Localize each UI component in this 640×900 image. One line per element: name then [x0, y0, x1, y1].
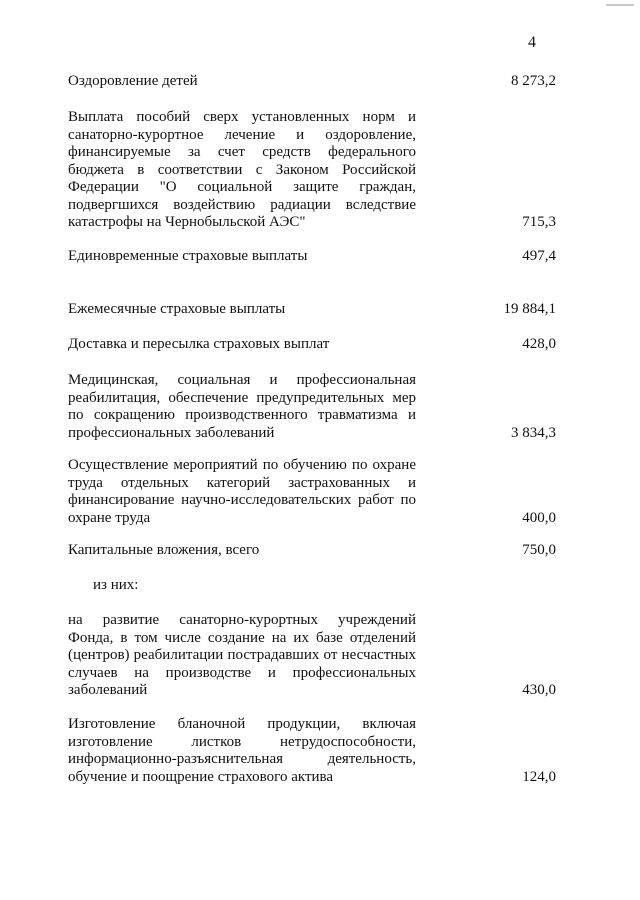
expense-row-sanatorium-development — [68, 612, 556, 700]
expense-amount: 497,4 — [522, 248, 556, 264]
subheading-of-which: из них: — [93, 577, 139, 593]
expense-row-delivery — [68, 336, 556, 354]
expense-amount: 8 273,2 — [511, 73, 556, 89]
expense-amount: 715,3 — [522, 214, 556, 230]
expense-row-capital-investment — [68, 542, 556, 560]
expense-row-lump-sum-payments — [68, 248, 556, 266]
expense-amount: 750,0 — [522, 542, 556, 558]
expense-amount: 400,0 — [522, 509, 556, 526]
expense-row-chernobyl-benefits — [68, 109, 556, 232]
expense-label: Оздоровление детей — [68, 73, 198, 89]
expense-row-child-health — [68, 73, 556, 91]
expense-amount: 124,0 — [522, 768, 556, 785]
expense-label: Выплата пособий сверх установленных норм и санаторно-курортное лечение и оздоровление, финансируемые за счет средств федерального бюджета в соответствии с Законом Российской Федерации "О социальной защите граждан, подвергшихся воздействию радиации вследствие катастрофы на Чернобыльской АЭС" — [68, 109, 416, 230]
expense-amount: 19 884,1 — [503, 301, 556, 317]
corner-scan-mark — [606, 4, 634, 6]
expense-row-rehabilitation — [68, 372, 556, 442]
expense-label: Ежемесячные страховые выплаты — [68, 301, 286, 317]
expense-row-forms-production — [68, 716, 556, 786]
expense-amount: 3 834,3 — [511, 424, 556, 441]
expense-label: Единовременные страховые выплаты — [68, 248, 308, 264]
expense-label: на развитие санаторно-курортных учреждений Фонда, в том числе создание на их базе отделений (центров) реабилитации пострадавших от несчастных случаев на производстве и профессиональных заболеваний — [68, 612, 416, 698]
expense-amount: 428,0 — [522, 336, 556, 352]
expense-label: Осуществление мероприятий по обучению по охране труда отдельных категорий застрахованных и финансирование научно-исследовательских работ по охране труда — [68, 457, 416, 526]
expense-label: Изготовление бланочной продукции, включая изготовление листков нетрудоспособности, информационно-разъяснительная деятельность, обучение и поощрение страхового актива — [68, 716, 416, 785]
expense-row-safety-training — [68, 457, 556, 527]
page-number: 4 — [528, 34, 536, 51]
expense-label: Доставка и пересылка страховых выплат — [68, 336, 330, 352]
expense-label: Капитальные вложения, всего — [68, 542, 260, 558]
expense-row-monthly-payments — [68, 301, 556, 319]
expense-label: Медицинская, социальная и профессиональная реабилитация, обеспечение предупредительных мер по сокращению производственного травматизма и профессиональных заболеваний — [68, 372, 416, 441]
expense-amount: 430,0 — [522, 682, 556, 698]
